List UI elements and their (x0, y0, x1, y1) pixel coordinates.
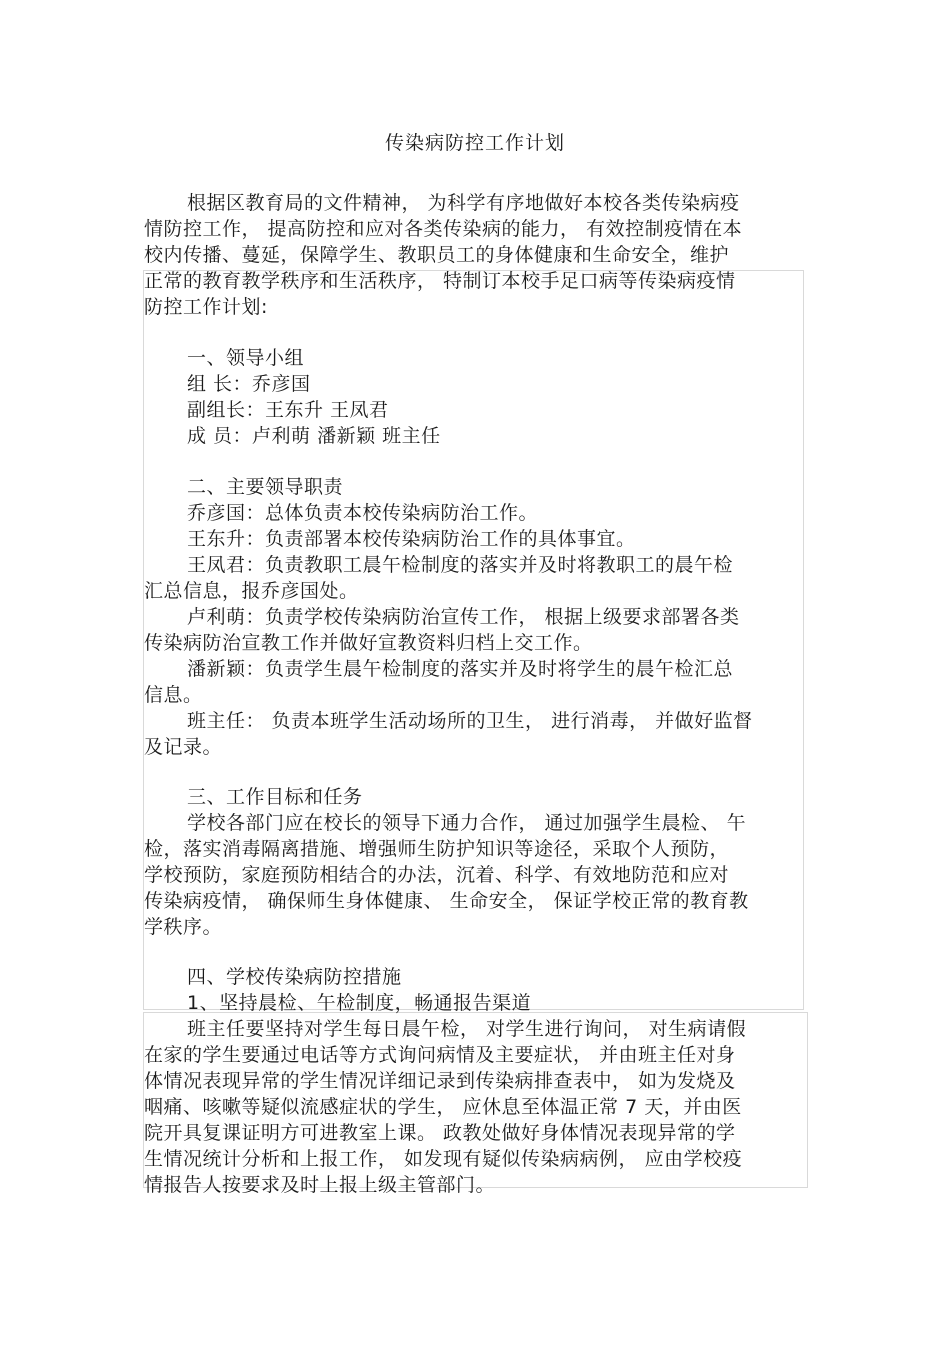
measure-line: 生情况统计分析和上报工作， 如发现有疑似传染病病例， 应由学校疫 (144, 1148, 743, 1170)
group-members: 成 员：卢利萌 潘新颖 班主任 (187, 425, 441, 447)
group-deputy: 副组长：王东升 王凤君 (187, 399, 389, 421)
section-heading-leadership-group: 一、领导小组 (187, 347, 305, 369)
goal-line: 学校各部门应在校长的领导下通力合作， 通过加强学生晨检、 午 (187, 812, 747, 834)
duty-line: 汇总信息，报乔彦国处。 (144, 580, 359, 602)
duty-line: 班主任： 负责本班学生活动场所的卫生， 进行消毒， 并做好监督 (187, 710, 753, 732)
section-heading-measures: 四、学校传染病防控措施 (187, 966, 402, 988)
measure-line: 情报告人按要求及时上报上级主管部门。 (144, 1174, 496, 1196)
measure-line: 咽痛、咳嗽等疑似流感症状的学生， 应休息至体温正常 7 天，并由医 (144, 1096, 742, 1118)
goal-line: 传染病疫情， 确保师生身体健康、 生命安全， 保证学校正常的教育教 (144, 890, 749, 912)
duty-line: 乔彦国：总体负责本校传染病防治工作。 (187, 502, 539, 524)
measure-line: 体情况表现异常的学生情况详细记录到传染病排查表中， 如为发烧及 (144, 1070, 736, 1092)
goal-line: 检，落实消毒隔离措施、增强师生防护知识等途径，采取个人预防， (144, 838, 730, 860)
section-heading-goals: 三、工作目标和任务 (187, 786, 363, 808)
duty-line: 卢利萌：负责学校传染病防治宣传工作， 根据上级要求部署各类 (187, 606, 740, 628)
group-leader: 组 长：乔彦国 (187, 373, 311, 395)
duty-line: 及记录。 (144, 736, 223, 758)
duty-line: 信息。 (144, 684, 203, 706)
intro-line: 正常的教育教学秩序和生活秩序， 特制订本校手足口病等传染病疫情 (144, 270, 736, 292)
goal-line: 学校预防，家庭预防相结合的办法，沉着、科学、有效地防范和应对 (144, 864, 730, 886)
intro-line: 情防控工作， 提高防控和应对各类传染病的能力， 有效控制疫情在本 (144, 218, 743, 240)
duty-line: 王东升：负责部署本校传染病防治工作的具体事宜。 (187, 528, 636, 550)
intro-line: 防控工作计划: (144, 296, 268, 318)
document-title: 传染病防控工作计划 (384, 132, 565, 154)
duty-line: 王凤君：负责教职工晨午检制度的落实并及时将教职工的晨午检 (187, 554, 734, 576)
goal-line: 学秩序。 (144, 916, 223, 938)
measure-line: 在家的学生要通过电话等方式询问病情及主要症状， 并由班主任对身 (144, 1044, 736, 1066)
intro-line: 校内传播、蔓延，保障学生、教职员工的身体健康和生命安全，维护 (144, 244, 730, 266)
duty-line: 传染病防治宣教工作并做好宣教资料归档上交工作。 (144, 632, 593, 654)
duty-line: 潘新颖：负责学生晨午检制度的落实并及时将学生的晨午检汇总 (187, 658, 734, 680)
measure-line: 院开具复课证明方可进教室上课。 政教处做好身体情况表现异常的学 (144, 1122, 736, 1144)
measure-line: 班主任要坚持对学生每日晨午检， 对学生进行询问， 对生病请假 (187, 1018, 747, 1040)
section-heading-duties: 二、主要领导职责 (187, 476, 344, 498)
subheading-morning-check: 1、坚持晨检、午检制度，畅通报告渠道 (187, 992, 532, 1014)
intro-line: 根据区教育局的文件精神， 为科学有序地做好本校各类传染病疫 (187, 192, 740, 214)
